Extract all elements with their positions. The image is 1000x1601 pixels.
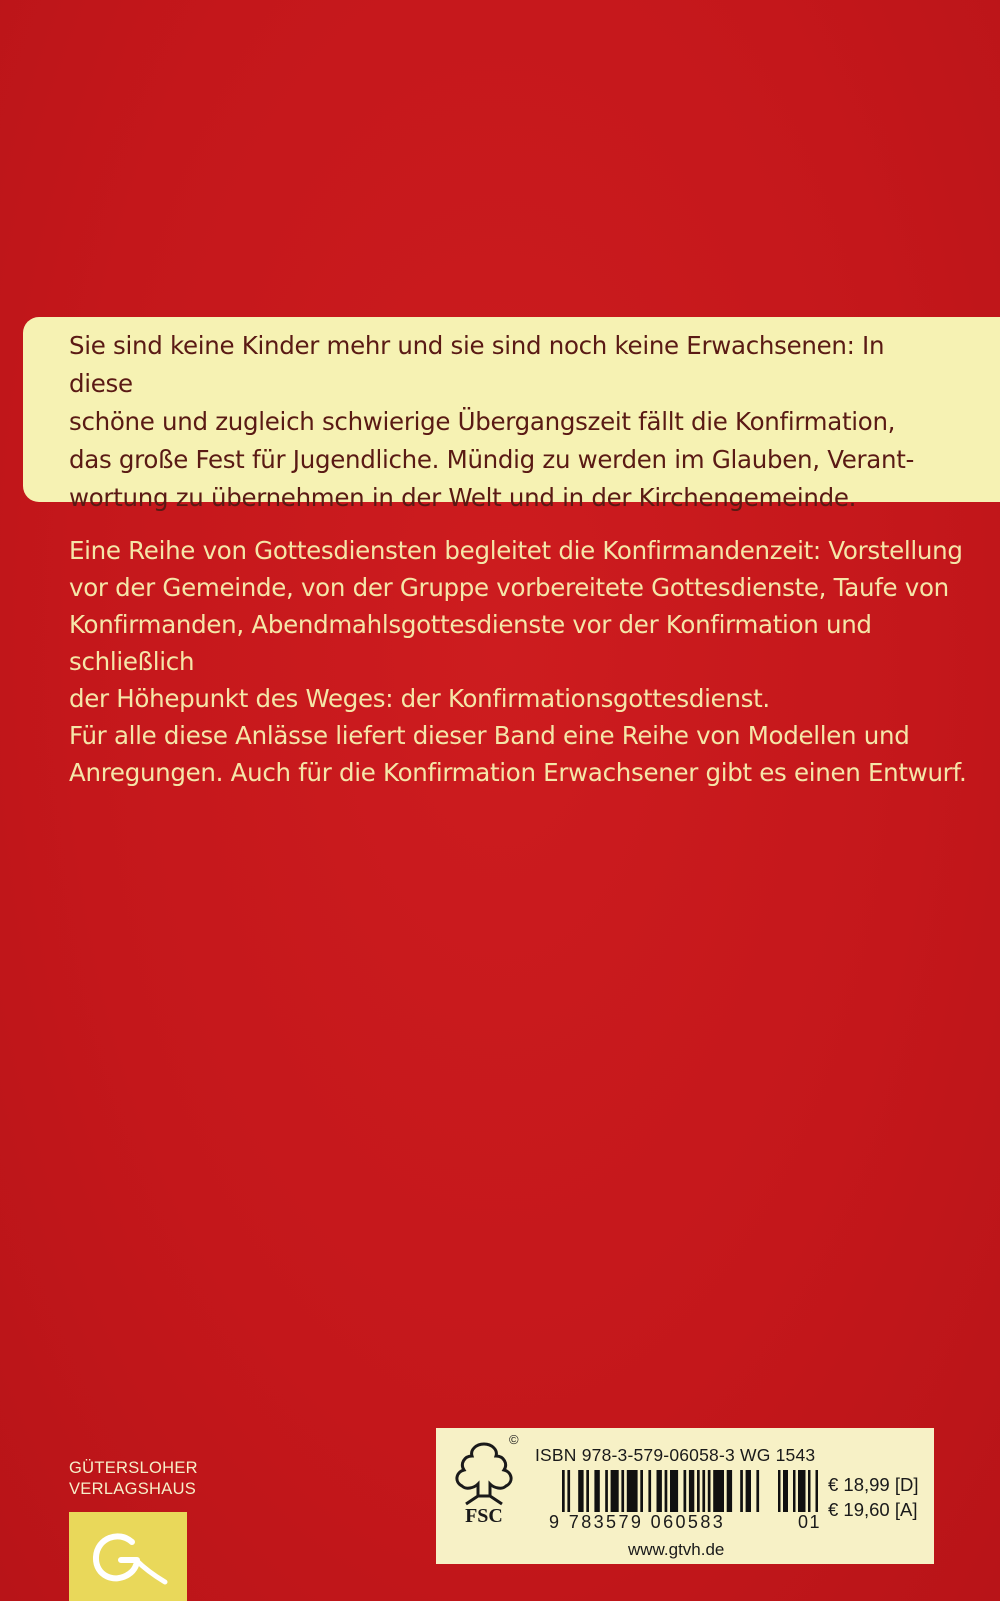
barcode-stripe: [594, 1470, 599, 1512]
description-line: der Höhepunkt des Weges: der Konfirmationsgottesdienst.: [69, 684, 770, 713]
barcode-stripe: [727, 1470, 732, 1512]
barcode-stripe: [684, 1470, 687, 1512]
barcode-stripe: [578, 1470, 583, 1512]
barcode-stripe: [816, 1470, 819, 1512]
publisher-name: [69, 1458, 209, 1500]
barcode-panel: [436, 1428, 934, 1564]
barcode-stripe: [627, 1470, 638, 1512]
barcode-stripe: [746, 1470, 751, 1512]
description-line: Anregungen. Auch für die Konfirmation Erwachsener gibt es einen Entwurf.: [69, 758, 967, 787]
barcode-stripe: [648, 1470, 651, 1512]
isbn-barcode: [562, 1470, 762, 1512]
blurb-line: wortung zu übernehmen in der Welt und in der Kirchengemeinde.: [69, 483, 857, 512]
copyright-symbol: ©: [509, 1432, 519, 1447]
blurb-text: [69, 327, 949, 517]
barcode-stripe: [798, 1470, 806, 1512]
barcode-stripe: [567, 1470, 570, 1512]
barcode-stripe: [586, 1470, 589, 1512]
barcode-stripe: [756, 1470, 759, 1512]
description-line: Konfirmanden, Abendmahlsgottesdienste vor der Konfirmation und schließlich: [69, 610, 872, 676]
blurb-line: das große Fest für Jugendliche. Mündig zu werden im Glauben, Verant-: [69, 445, 915, 474]
isbn-text: ISBN 978-3-579-06058-3 WG 1543: [535, 1445, 816, 1465]
barcode-stripe: [808, 1470, 811, 1512]
description-line: Für alle diese Anlässe liefert dieser Band eine Reihe von Modellen und: [69, 721, 910, 750]
blurb-line: schöne und zugleich schwierige Übergangszeit fällt die Konfirmation,: [69, 407, 896, 436]
blurb-line: Sie sind keine Kinder mehr und sie sind noch keine Erwachsenen: In diese: [69, 331, 885, 398]
barcode-stripe: [605, 1470, 608, 1512]
description-line: Eine Reihe von Gottesdiensten begleitet die Konfirmandenzeit: Vorstellung: [69, 536, 963, 565]
g-logo-icon: [69, 1512, 187, 1601]
barcode-stripe: [740, 1470, 743, 1512]
barcode-stripe: [657, 1470, 662, 1512]
publisher-logo: [69, 1512, 187, 1601]
barcode-stripe: [665, 1470, 668, 1512]
fsc-tree-icon: [446, 1438, 522, 1530]
barcode-stripe: [702, 1470, 705, 1512]
price-austria: € 19,60 [A]: [828, 1499, 918, 1520]
price-list: [828, 1472, 919, 1522]
barcode-stripe: [713, 1470, 724, 1512]
barcode-stripe: [640, 1470, 643, 1512]
barcode-stripe: [611, 1470, 619, 1512]
addon-digits: 01: [798, 1512, 822, 1532]
barcode-stripe: [670, 1470, 678, 1512]
blurb-box: [23, 317, 1000, 512]
publisher-line: GÜTERSLOHER: [69, 1459, 198, 1477]
barcode-stripe: [562, 1470, 565, 1512]
barcode-stripe: [697, 1470, 700, 1512]
description-text: [69, 532, 969, 791]
fsc-label: FSC: [465, 1505, 503, 1527]
barcode-stripe: [793, 1470, 796, 1512]
barcode-stripe: [708, 1470, 711, 1512]
barcode-stripe: [783, 1470, 788, 1512]
description-line: vor der Gemeinde, von der Gruppe vorbereitete Gottesdienste, Taufe von: [69, 573, 949, 602]
barcode-digits: 9 783579 060583: [549, 1512, 726, 1532]
publisher-website: www.gtvh.de: [628, 1540, 725, 1559]
publisher-line: VERLAGSHAUS: [69, 1480, 197, 1498]
barcode-stripe: [621, 1470, 624, 1512]
barcode-stripe: [778, 1470, 781, 1512]
barcode-stripe: [689, 1470, 694, 1512]
price-germany: € 18,99 [D]: [828, 1474, 919, 1495]
addon-barcode: [778, 1470, 818, 1512]
